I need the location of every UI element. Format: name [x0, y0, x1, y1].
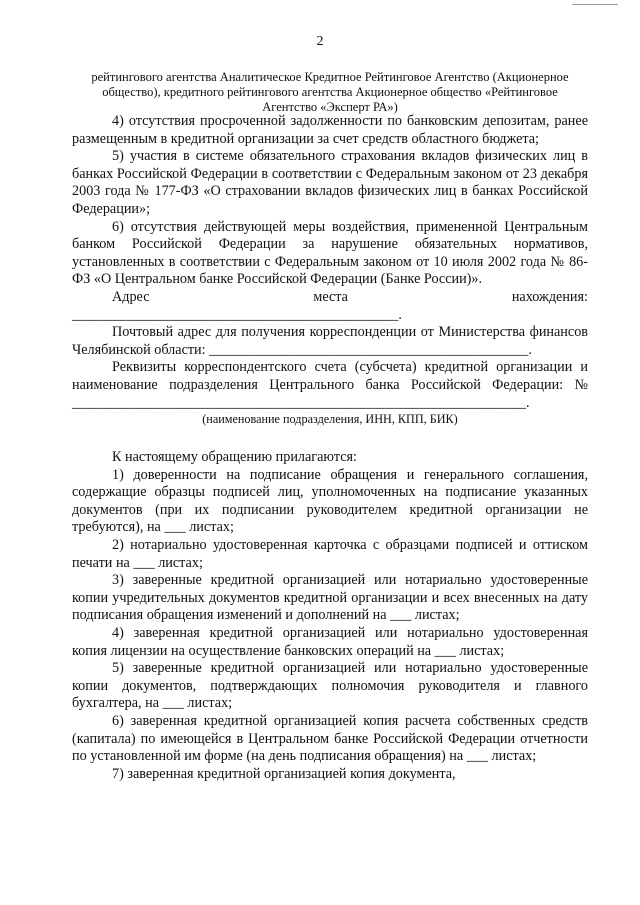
field-caption: (наименование подразделения, ИНН, КПП, БИК): [202, 412, 458, 427]
scan-edge-mark: [572, 4, 618, 5]
attachment-3: 3) заверенные кредитной организацией или нотариально удостоверенные копии учредительных документов кредитной организации и всех внесенных на дату подписания обращения изменений и дополнений на ___ листах;: [72, 572, 588, 624]
item-5: 5) участия в системе обязательного страхования вкладов физических лиц в банках Российской Федерации в соответствии с Федеральным законом от 23 декабря 2003 года № 177-ФЗ «О страховании вкладов физических лиц в банках Российской Федерации»;: [72, 148, 588, 217]
attachment-2: 2) нотариально удостоверенная карточка с образцами подписей и оттиском печати на ___ листах;: [72, 537, 588, 571]
item-6: 6) отсутствия действующей меры воздействия, примененной Центральным банком Российской Федерации за нарушение обязательных нормативов, установленных в соответствии с Федеральным законом от 10 июля 2002 года № 86-ФЗ «О Центральном банке Российской Федерации (Банке России)».: [72, 218, 588, 288]
attachments-intro: К настоящему обращению прилагаются:: [112, 449, 357, 466]
attachment-4: 4) заверенная кредитной организацией или нотариально удостоверенная копия лицензии на осуществление банковских операций на ___ листах;: [72, 625, 588, 659]
attachment-1: 1) доверенности на подписание обращения и генерального соглашения, содержащие образцы подписей лиц, уполномоченных на подписание указанных документов (при их подписании руководителем кредитной организации не требуются), на ___ листах;: [72, 466, 588, 536]
address-line: Адрес места нахождения: ______________________________________________.: [72, 288, 588, 323]
document-body: [72, 113, 588, 783]
page-number: 2: [316, 34, 324, 49]
header-continuation: рейтингового агентства Аналитическое Кредитное Рейтинговое Агентство (Акционерное общество), кредитного рейтингового агентства Акционерное общество «Рейтинговое Агентство «Эксперт РА»): [91, 70, 569, 114]
postal-address-line: Почтовый адрес для получения корреспонденции от Министерства финансов Челябинской области: _____________________________________________.: [72, 324, 588, 358]
account-details-line: Реквизиты корреспондентского счета (субсчета) кредитной организации и наименование подразделения Центрального банка Российской Федерации: № ________________________________________________________________.: [72, 359, 588, 411]
attachment-5: 5) заверенные кредитной организацией или нотариально удостоверенные копии документов, подтверждающих полномочия руководителя и главного бухгалтера, на ___ листах;: [72, 660, 588, 712]
item-4: 4) отсутствия просроченной задолженности по банковским депозитам, ранее размещенным в кредитной организации за счет средств областного бюджета;: [72, 113, 588, 147]
attachment-7: 7) заверенная кредитной организацией копия документа,: [112, 765, 456, 782]
attachment-6: 6) заверенная кредитной организацией копия расчета собственных средств (капитала) по имеющейся в Центральном банке Российской Федерации отчетности по установленной им форме (на день подписания обращения) на ___ листах;: [72, 713, 588, 765]
